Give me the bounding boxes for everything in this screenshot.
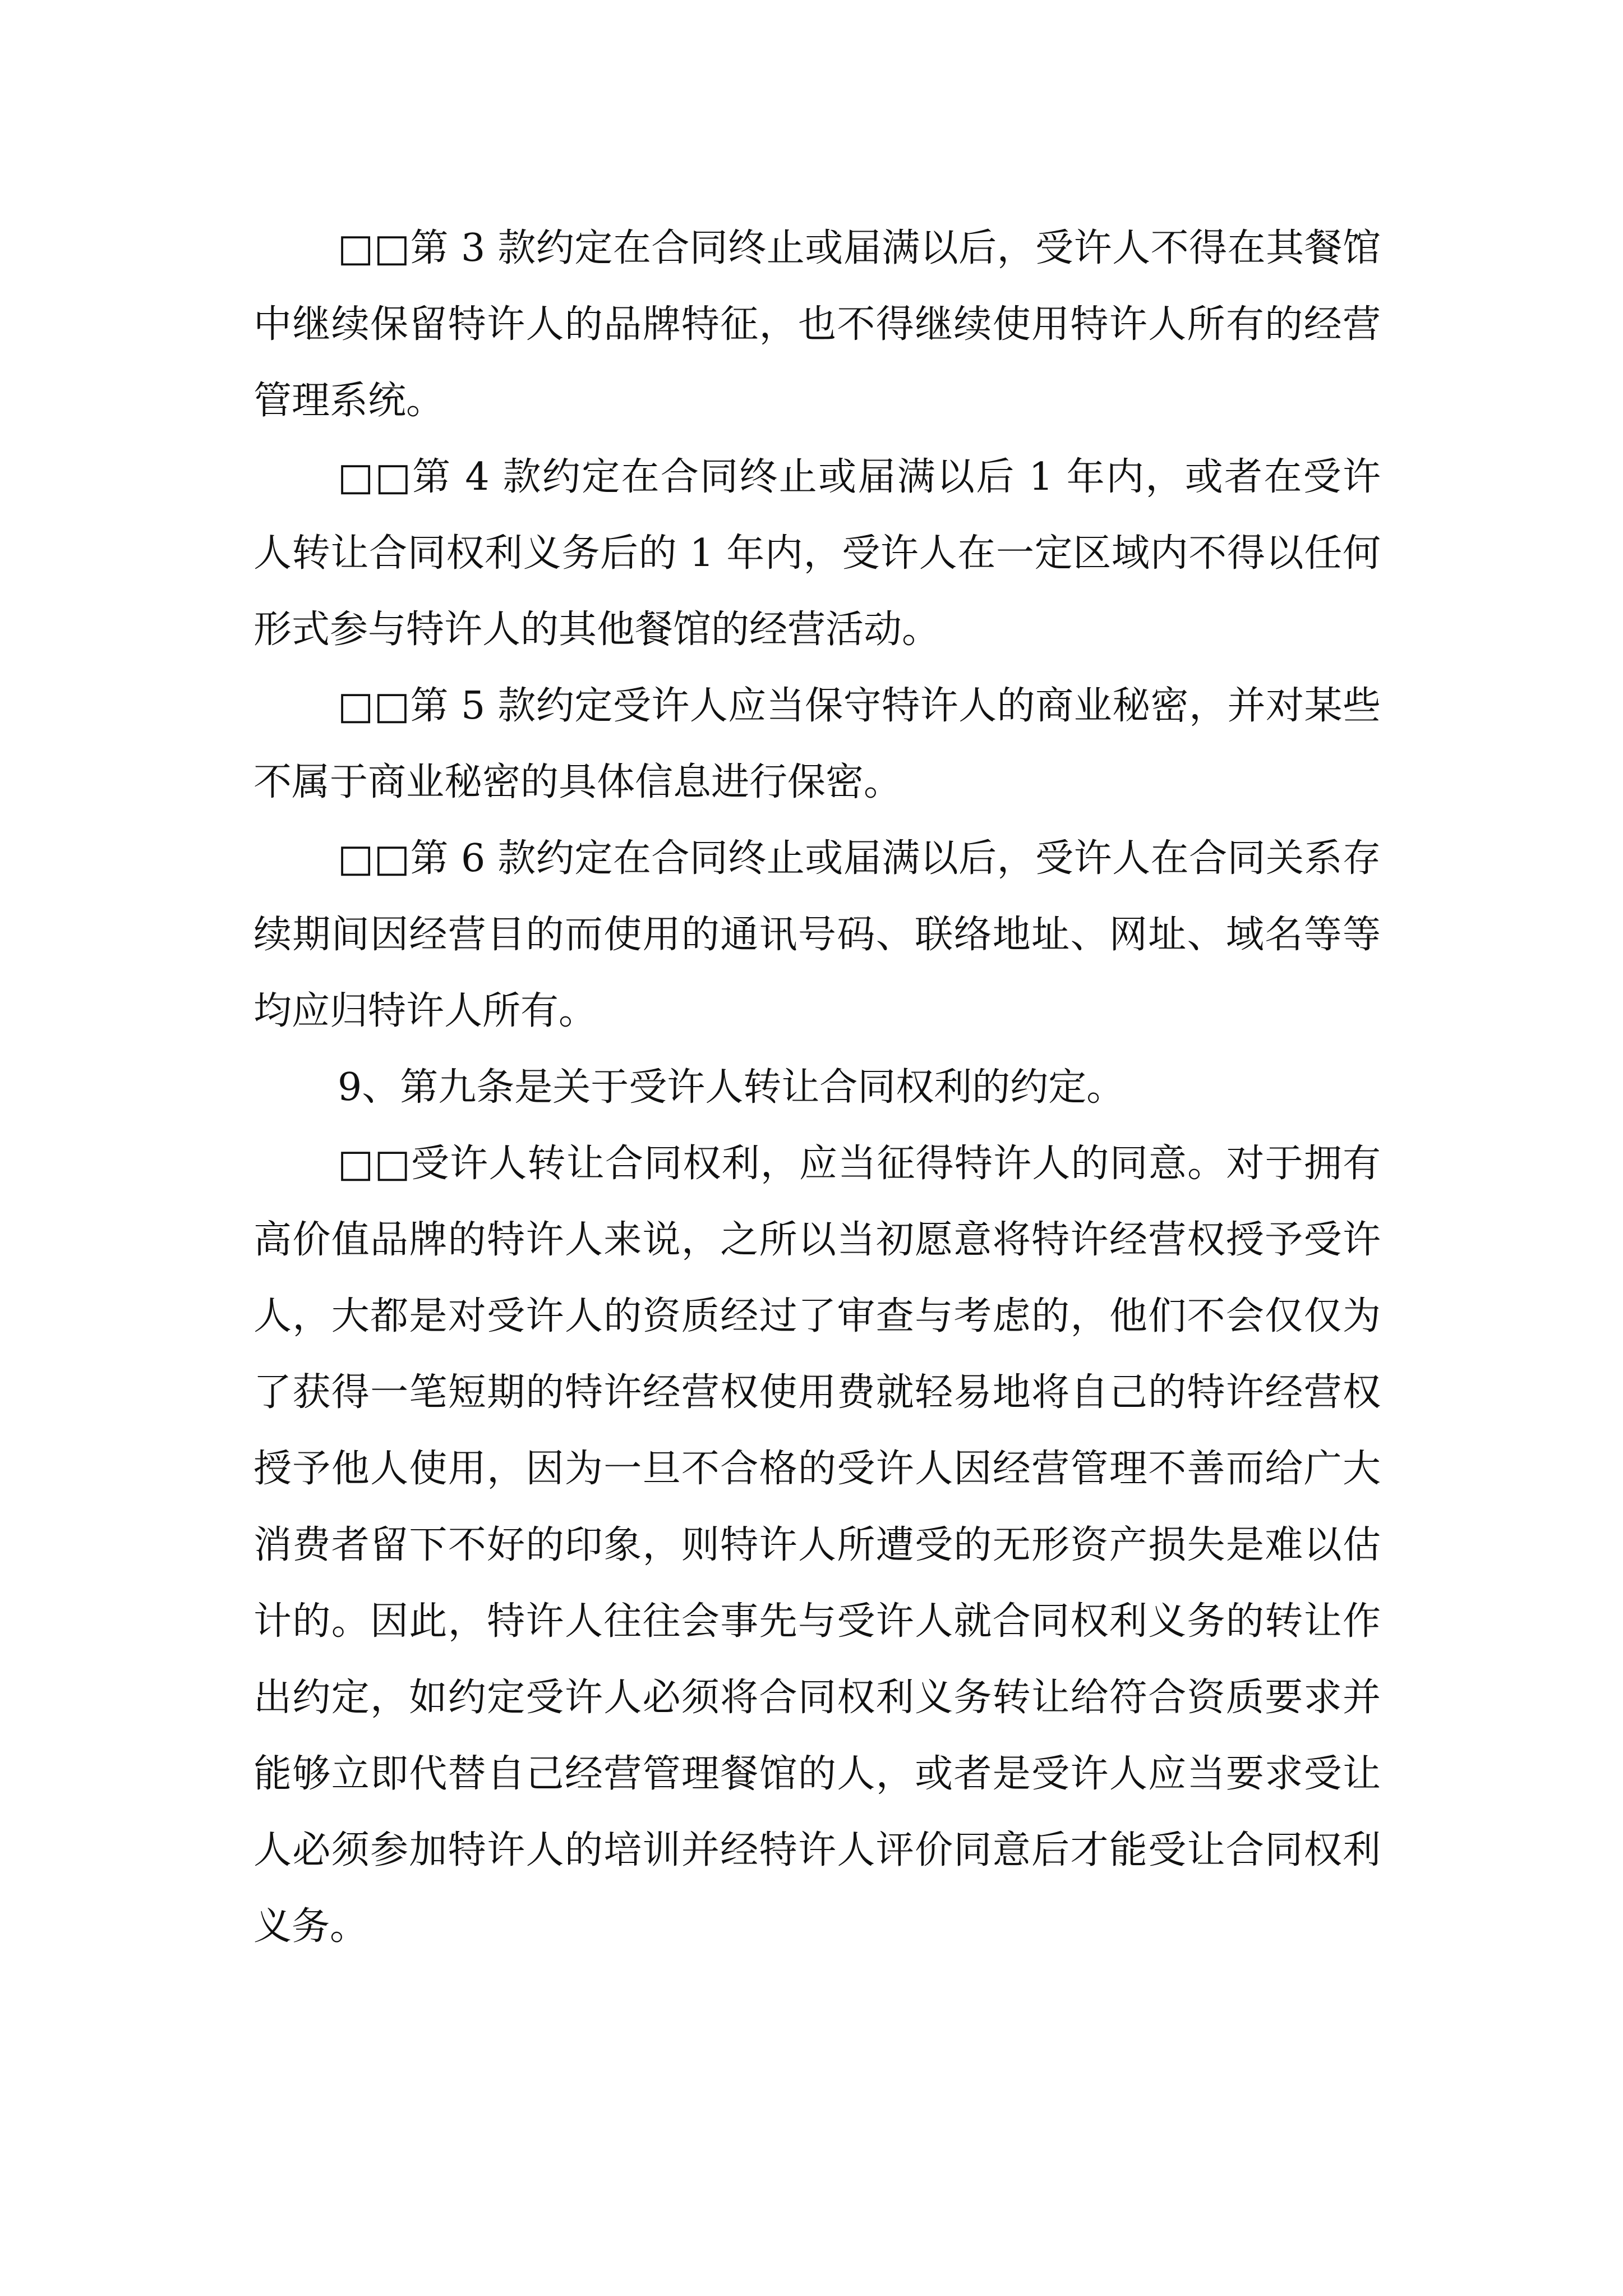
paragraph-clause-4: □□第 4 款约定在合同终止或届满以后 1 年内，或者在受许人转让合同权利义务后的 1 年内，受许人在一定区域内不得以任何形式参与特许人的其他餐馆的经营活动。 [253,455,1381,652]
paragraph-clause-6: □□第 6 款约定在合同终止或届满以后，受许人在合同关系存续期间因经营目的而使用的通讯号码、联络地址、网址、域名等等均应归特许人所有。 [253,836,1381,1033]
paragraph-article-9-body: □□受许人转让合同权利，应当征得特许人的同意。对于拥有高价值品牌的特许人来说，之所以当初愿意将特许经营权授予受许人，大都是对受许人的资质经过了审查与考虑的，他们不会仅仅为了获得一笔短期的特许经营权使用费就轻易地将自己的特许经营权授予他人使用，因为一旦不合格的受许人因经营管理不善而给广大消费者留下不好的印象，则特许人所遭受的无形资产损失是难以估计的。因此，特许人往往会事先与受许人就合同权利义务的转让作出约定，如约定受许人必须将合同权利义务转让给符合资质要求并能够立即代替自己经营管理餐馆的人，或者是受许人应当要求受让人必须参加特许人的培训并经特许人评价同意后才能受让合同权利义务。 [253,1142,1381,1949]
document-body [253,210,1381,1965]
paragraph-clause-5: □□第 5 款约定受许人应当保守特许人的商业秘密，并对某些不属于商业秘密的具体信息进行保密。 [253,684,1381,804]
paragraph-article-9-heading: 9、第九条是关于受许人转让合同权利的约定。 [338,1065,1125,1110]
paragraph-clause-3: □□第 3 款约定在合同终止或届满以后，受许人不得在其餐馆中继续保留特许人的品牌特征，也不得继续使用特许人所有的经营管理系统。 [253,226,1381,423]
